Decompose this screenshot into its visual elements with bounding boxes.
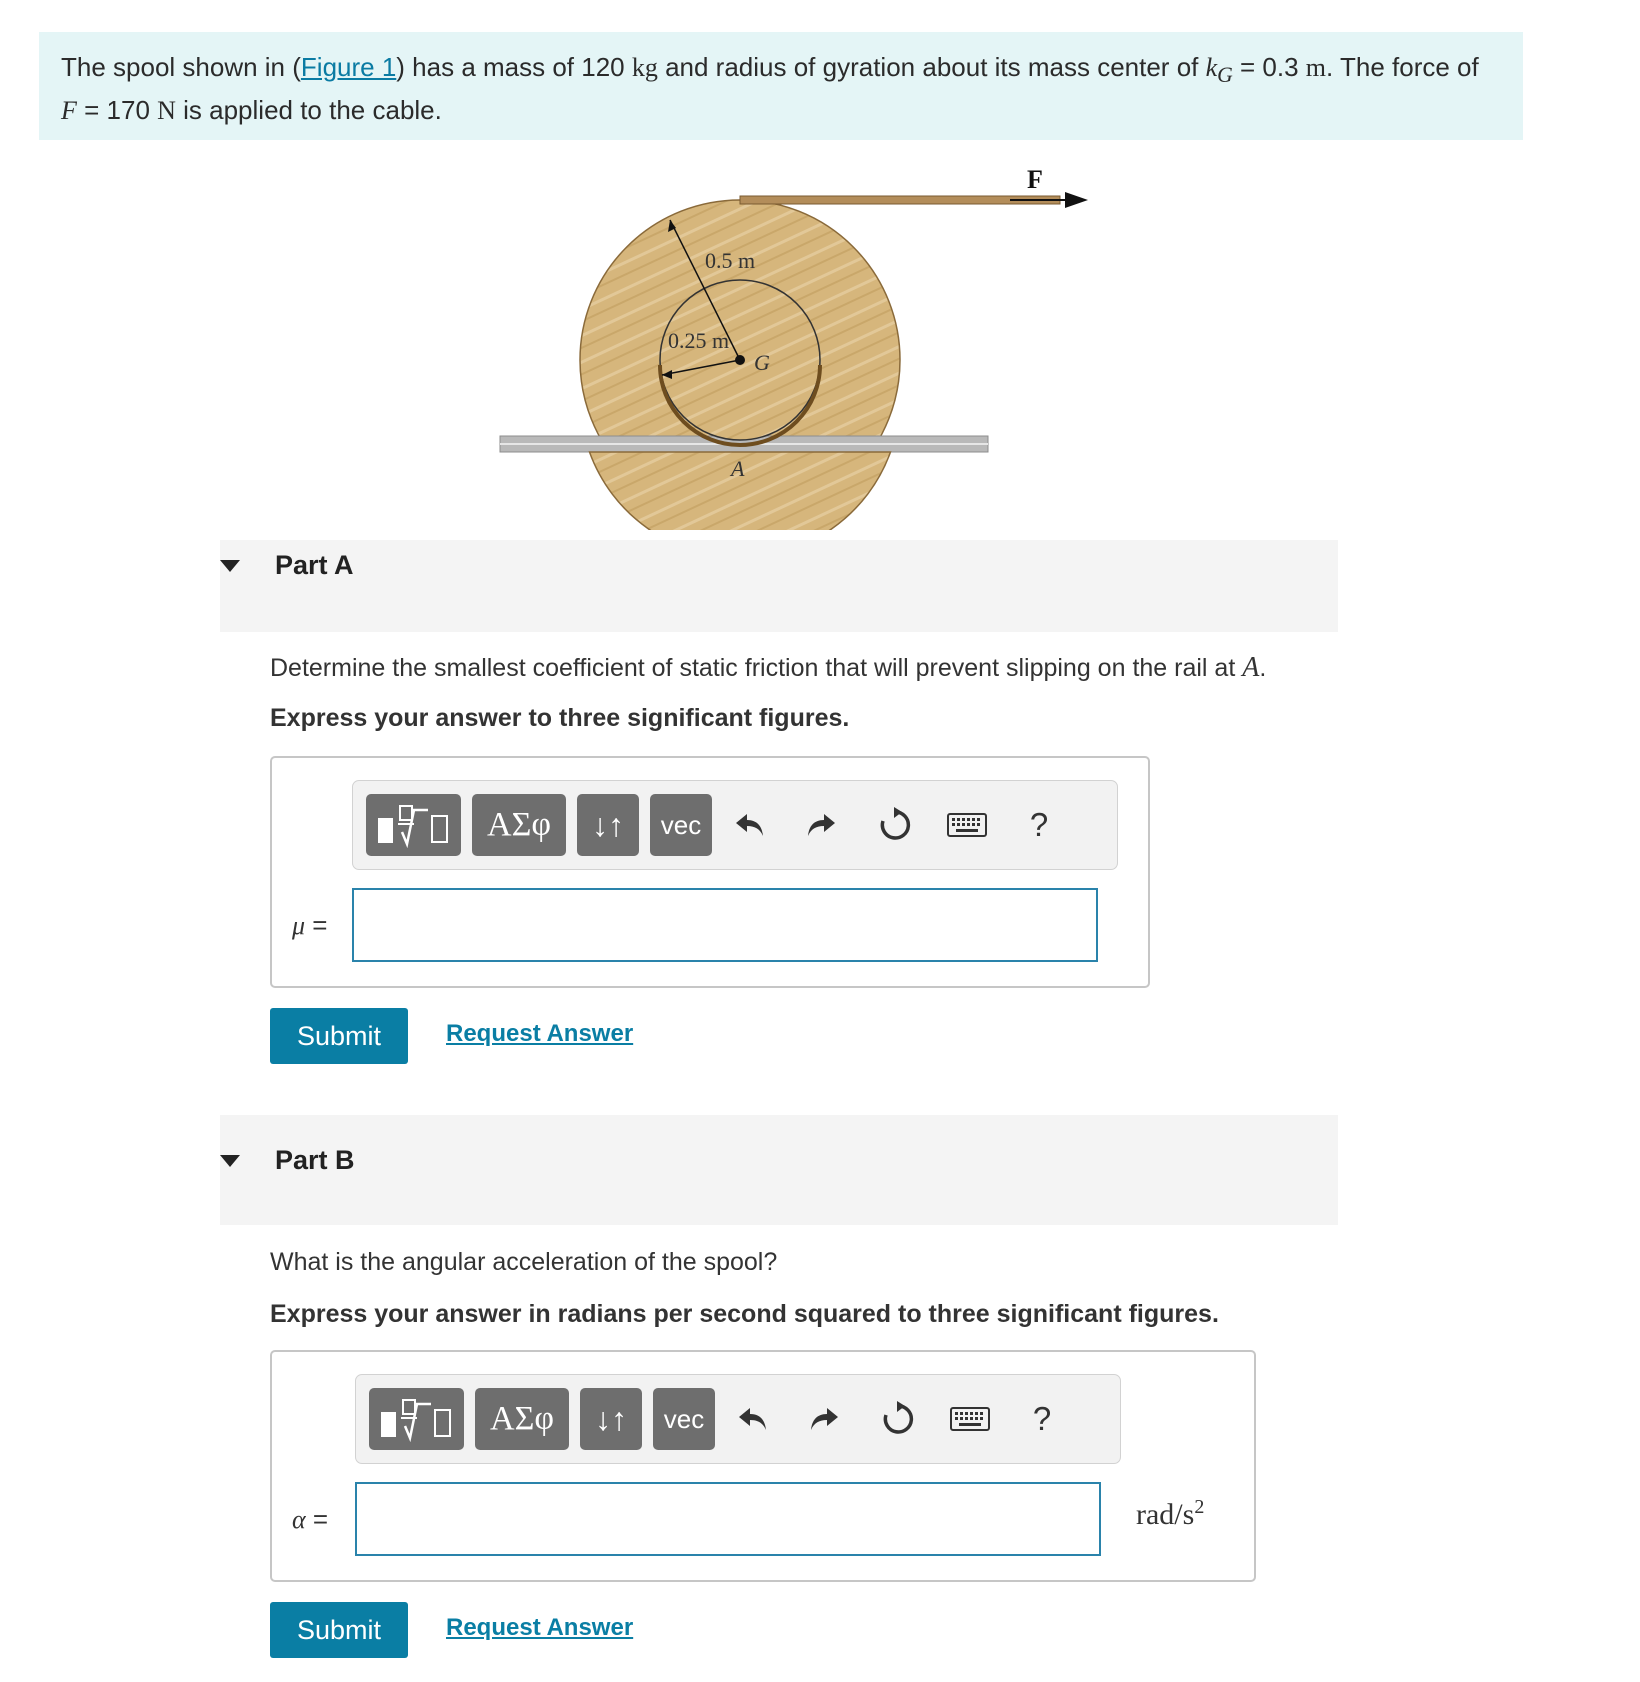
undo-icon[interactable] xyxy=(728,801,772,849)
greek-symbols-button[interactable]: ΑΣφ xyxy=(475,1388,569,1450)
part-b-submit-button[interactable]: Submit xyxy=(270,1602,408,1658)
templates-button[interactable] xyxy=(366,794,461,856)
reset-icon[interactable] xyxy=(873,801,917,849)
part-title: Part A xyxy=(275,550,354,580)
k-subscript: G xyxy=(1217,63,1233,88)
problem-statement xyxy=(39,32,1523,140)
k-symbol: k xyxy=(1205,53,1218,82)
outer-radius-label: 0.5 m xyxy=(705,248,756,273)
problem-text: = 0.3 xyxy=(1232,52,1306,82)
equals-sign: = xyxy=(305,1504,329,1534)
problem-text: The spool shown in ( xyxy=(61,52,301,82)
variable-symbol: μ xyxy=(292,911,306,940)
force-label: F xyxy=(1027,165,1043,194)
part-a-submit-button[interactable]: Submit xyxy=(270,1008,408,1064)
keyboard-icon[interactable] xyxy=(948,1395,992,1443)
part-title: Part B xyxy=(275,1145,355,1175)
unit-text: rad/s xyxy=(1136,1498,1195,1531)
vector-button[interactable]: vec xyxy=(653,1388,715,1450)
problem-text: ) has a mass of 120 xyxy=(396,52,632,82)
help-button[interactable]: ? xyxy=(1032,1400,1052,1437)
mass-unit: kg xyxy=(631,53,658,82)
fraction-radical-icon xyxy=(374,802,454,848)
k-unit: m xyxy=(1305,53,1327,82)
problem-text: and radius of gyration about its mass center of xyxy=(657,52,1206,82)
figure-link[interactable]: Figure 1 xyxy=(300,52,397,82)
equals-sign: = xyxy=(305,910,328,940)
math-toolbar xyxy=(355,1374,1121,1464)
f-unit: N xyxy=(157,96,176,126)
fraction-radical-icon xyxy=(377,1396,457,1442)
undo-icon[interactable] xyxy=(731,1395,775,1443)
redo-icon[interactable] xyxy=(802,1395,846,1443)
part-b-request-answer-link[interactable]: Request Answer xyxy=(446,1614,634,1641)
reset-icon[interactable] xyxy=(876,1395,920,1443)
mu-answer-input[interactable] xyxy=(352,888,1098,962)
center-label: G xyxy=(754,350,770,375)
question-symbol: A xyxy=(1242,652,1260,683)
arrows-button[interactable]: ↓↑ xyxy=(577,794,639,856)
part-a-answer-box xyxy=(270,756,1150,988)
contact-label: A xyxy=(731,456,745,481)
math-toolbar xyxy=(352,780,1118,870)
vector-button[interactable]: vec xyxy=(650,794,712,856)
greek-symbols-button[interactable]: ΑΣφ xyxy=(472,794,566,856)
help-button[interactable]: ? xyxy=(1029,806,1049,843)
unit-exponent: 2 xyxy=(1194,1496,1205,1518)
part-b-question xyxy=(270,1248,777,1277)
variable-label xyxy=(292,1504,328,1535)
question-text: What is the angular acceleration of the spool? xyxy=(270,1248,778,1276)
collapse-caret-icon[interactable] xyxy=(220,1155,240,1167)
collapse-caret-icon[interactable] xyxy=(220,560,240,572)
force-arrowhead xyxy=(1065,192,1088,208)
question-text: Determine the smallest coefficient of static friction that will prevent slipping on the rail at xyxy=(270,654,1243,682)
unit-label xyxy=(1136,1496,1204,1532)
f-symbol: F xyxy=(61,96,77,126)
part-a-request-answer-link[interactable]: Request Answer xyxy=(446,1020,634,1047)
problem-text: = 170 xyxy=(76,95,158,126)
part-b-header[interactable] xyxy=(220,1115,1338,1225)
variable-label xyxy=(292,910,327,941)
variable-symbol: α xyxy=(292,1505,306,1534)
problem-text: is applied to the cable. xyxy=(175,95,442,126)
part-a-question xyxy=(270,652,1266,684)
templates-button[interactable] xyxy=(369,1388,464,1450)
alpha-answer-input[interactable] xyxy=(355,1482,1101,1556)
center-point xyxy=(735,355,745,365)
part-a-instruction: Express your answer to three significant figures. xyxy=(270,704,850,732)
redo-icon[interactable] xyxy=(799,801,843,849)
problem-text: . The force of xyxy=(1326,52,1479,82)
arrows-button[interactable]: ↓↑ xyxy=(580,1388,642,1450)
question-end: . xyxy=(1259,654,1267,682)
part-a-header[interactable] xyxy=(220,540,1338,632)
part-b-answer-box xyxy=(270,1350,1256,1582)
spool-figure xyxy=(490,160,1110,530)
inner-radius-label: 0.25 m xyxy=(668,328,730,353)
keyboard-icon[interactable] xyxy=(945,801,989,849)
part-b-instruction: Express your answer in radians per second squared to three significant figures. xyxy=(270,1300,1219,1328)
